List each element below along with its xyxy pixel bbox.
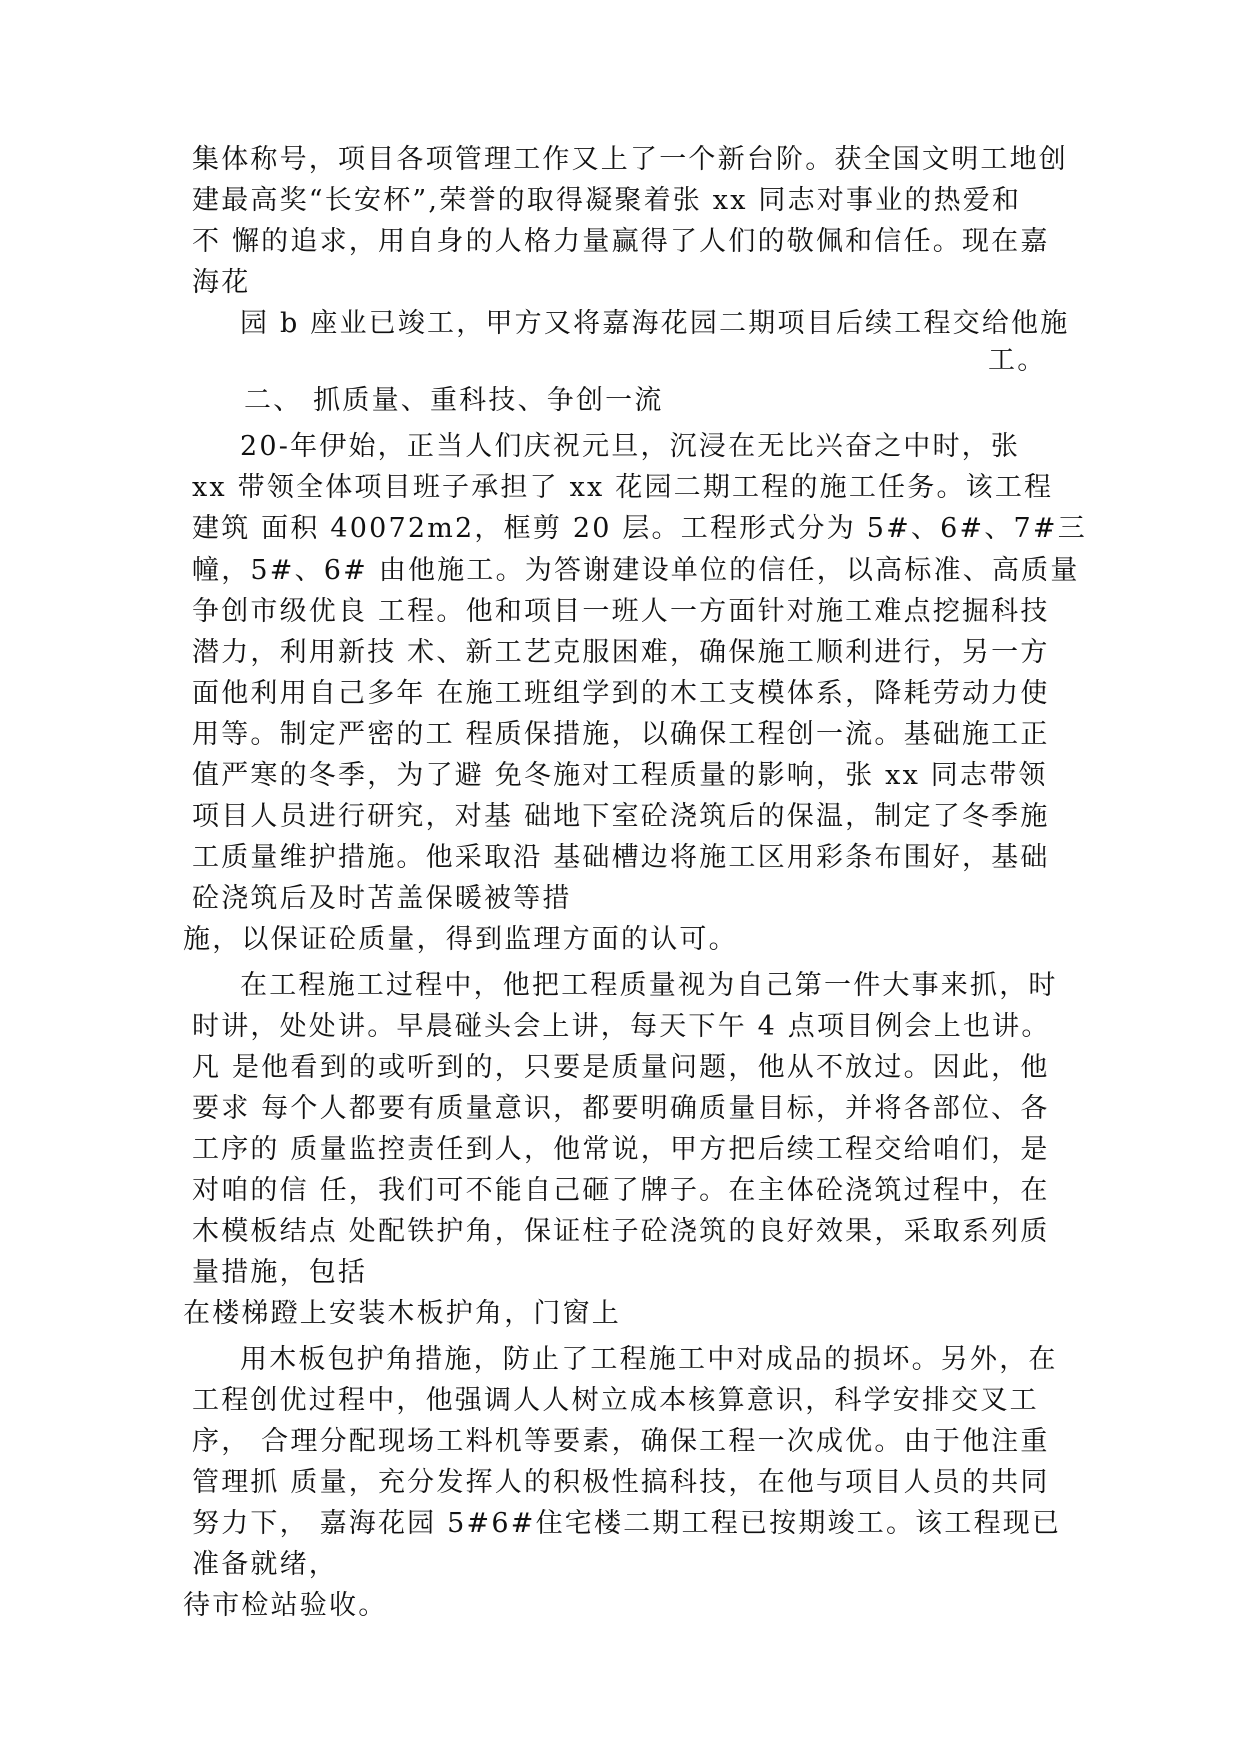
text-line: 在工程施工过程中，他把工程质量视为自己第一件大事来抓，时: [240, 970, 1058, 1001]
text-line: 用等。制定严密的工 程质保措施，以确保工程创一流。基础施工正: [192, 719, 1050, 750]
text-line: 工程创优过程中，他强调人人树立成本核算意识，科学安排交叉工: [192, 1385, 1039, 1416]
text-line: 用木板包护角措施，防止了工程施工中对成品的损坏。另外，在: [240, 1344, 1058, 1375]
section-heading: 二、 抓质量、重科技、争创一流: [244, 385, 664, 416]
text-line: 待市检站验收。: [183, 1590, 388, 1621]
text-line: 要求 每个人都要有质量意识，都要明确质量目标，并将各部位、各: [192, 1093, 1050, 1124]
text-line: 项目人员进行研究，对基 础地下室砼浇筑后的保温，制定了冬季施: [192, 801, 1050, 832]
text-line: 施，以保证砼质量，得到监理方面的认可。: [183, 924, 738, 955]
text-line: 工质量维护措施。他采取沿 基础槽边将施工区用彩条布围好，基础: [192, 842, 1050, 873]
text-line: 工。: [988, 345, 1047, 376]
text-line: 20-年伊始，正当人们庆祝元旦，沉浸在无比兴奋之中时，张: [240, 431, 1021, 462]
text-line: 建筑 面积 40072m2，框剪 20 层。工程形式分为 5#、6#、7#三: [192, 513, 1087, 544]
text-line: 不 懈的追求，用自身的人格力量赢得了人们的敬佩和信任。现在嘉: [192, 226, 1050, 257]
text-line: 在楼梯蹬上安装木板护角，门窗上: [183, 1298, 621, 1329]
text-line: 对咱的信 任，我们可不能自己砸了牌子。在主体砼浇筑过程中，在: [192, 1175, 1050, 1206]
text-line: xx 带领全体项目班子承担了 xx 花园二期工程的施工任务。该工程: [192, 472, 1054, 503]
text-line: 凡 是他看到的或听到的，只要是质量问题，他从不放过。因此，他: [192, 1052, 1050, 1083]
text-line: 值严寒的冬季，为了避 免冬施对工程质量的影响，张 xx 同志带领: [192, 760, 1048, 791]
text-line: 建最高奖“长安杯”,荣誉的取得凝聚着张 xx 同志对事业的热爱和: [192, 185, 1022, 216]
text-line: 木模板结点 处配铁护角，保证柱子砼浇筑的良好效果，采取系列质: [192, 1216, 1050, 1247]
text-line: 工序的 质量监控责任到人，他常说，甲方把后续工程交给咱们，是: [192, 1134, 1050, 1165]
text-line: 管理抓 质量，充分发挥人的积极性搞科技，在他与项目人员的共同: [192, 1467, 1050, 1498]
text-line: 时讲，处处讲。早晨碰头会上讲，每天下午 4 点项目例会上也讲。: [192, 1011, 1051, 1042]
text-line: 砼浇筑后及时苫盖保暖被等措: [192, 883, 572, 914]
text-line: 海花: [192, 267, 251, 298]
text-line: 准备就绪，: [192, 1549, 338, 1580]
text-line: 集体称号，项目各项管理工作又上了一个新台阶。获全国文明工地创: [192, 144, 1068, 175]
text-line: 争创市级优良 工程。他和项目一班人一方面针对施工难点挖掘科技: [192, 596, 1050, 627]
text-line: 幢，5#、6# 由他施工。为答谢建设单位的信任，以高标准、高质量: [192, 555, 1080, 586]
text-line: 量措施，包括: [192, 1257, 368, 1288]
text-line: 潜力，利用新技 术、新工艺克服困难，确保施工顺利进行，另一方: [192, 637, 1050, 668]
text-line: 序， 合理分配现场工料机等要素，确保工程一次成优。由于他注重: [192, 1426, 1050, 1457]
text-line: 面他利用自己多年 在施工班组学到的木工支模体系，降耗劳动力使: [192, 678, 1050, 709]
text-line: 努力下， 嘉海花园 5#6#住宅楼二期工程已按期竣工。该工程现已: [192, 1508, 1062, 1539]
text-line: 园 b 座业已竣工，甲方又将嘉海花园二期项目后续工程交给他施: [240, 308, 1070, 339]
